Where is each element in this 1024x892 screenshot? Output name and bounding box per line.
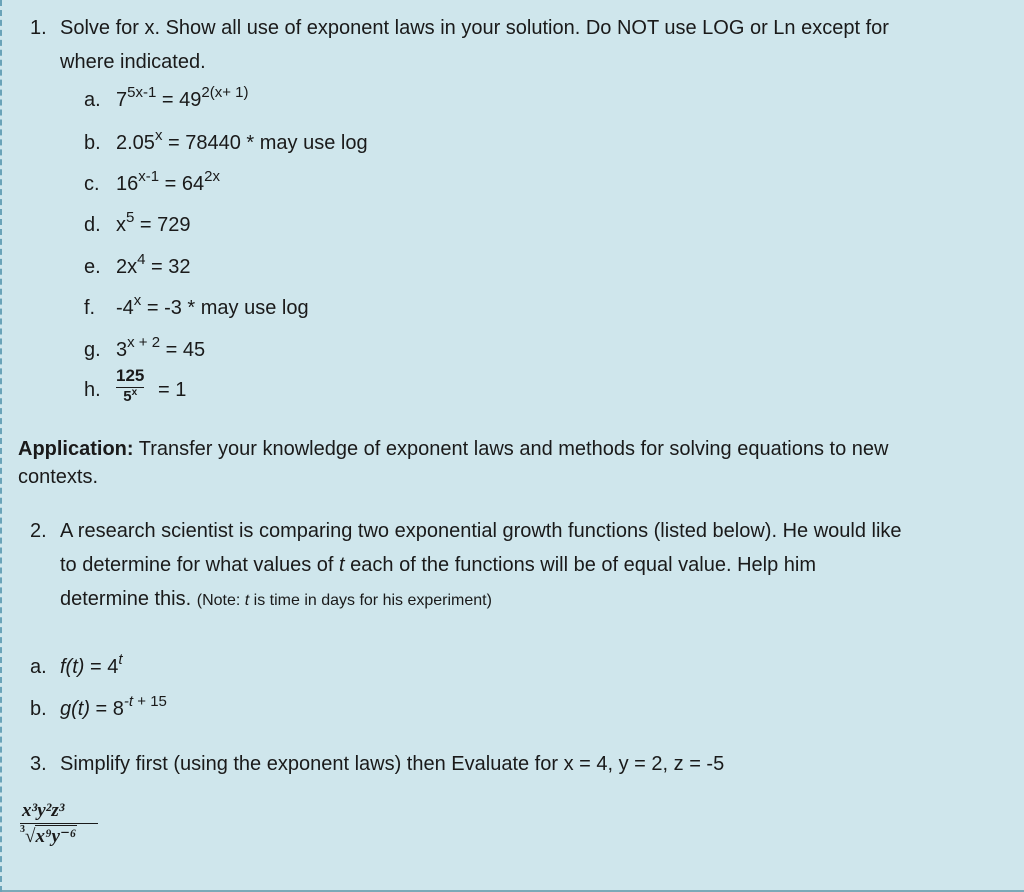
q1-h-rest: = 1 bbox=[158, 379, 187, 401]
q2-item-b: $g(t) = 8^{-t + 15}$ bbox=[60, 693, 167, 720]
q3-denominator bbox=[20, 825, 98, 848]
q2-item-b-label: b. bbox=[30, 698, 47, 720]
q1-item-label: e. bbox=[84, 256, 101, 278]
q2-item-a: $f(t) = 4^t$ bbox=[60, 651, 123, 678]
q1-item-equation: $-4^x = -3$ * may use log bbox=[116, 292, 309, 319]
q1-item-equation: $2.05^x = 78440$ * may use log bbox=[116, 127, 368, 154]
application-heading: Application: bbox=[18, 438, 134, 460]
q1-item-equation: $2x^4 = 32$ bbox=[116, 251, 191, 278]
q1-instruction-line1: Solve for x. Show all use of exponent laws in your solution. Do NOT use LOG or Ln except for bbox=[60, 17, 889, 39]
q1-h-fraction bbox=[116, 366, 144, 404]
fraction-denominator: 5$^x$ bbox=[123, 387, 138, 405]
radicand: x⁹y⁻⁶ bbox=[35, 826, 77, 847]
application-line2: contexts. bbox=[18, 466, 99, 488]
q1-item-label: d. bbox=[84, 214, 101, 236]
application-text: Transfer your knowledge of exponent laws and methods for solving equations to new bbox=[133, 438, 889, 460]
q1-item-label: b. bbox=[84, 132, 101, 154]
q1-number: 1. bbox=[30, 17, 47, 39]
q2-number: 2. bbox=[30, 520, 47, 542]
application-line1 bbox=[18, 437, 888, 461]
q2-line3: determine this. (Note: t is time in days for his experiment) bbox=[60, 588, 492, 610]
q1-item-label: a. bbox=[84, 89, 101, 111]
q1-item-equation: $x^5 = 729$ bbox=[116, 209, 191, 236]
radical-icon: √ bbox=[25, 826, 36, 847]
q1-item-equation: $16^{x-1} = 64^{2x}$ bbox=[116, 168, 220, 195]
q1-instruction-line2: where indicated. bbox=[60, 51, 206, 73]
q3-text: Simplify first (using the exponent laws) then Evaluate for x = 4, y = 2, z = -5 bbox=[60, 753, 725, 775]
fraction-numerator: 125 bbox=[116, 366, 145, 385]
q2-item-a-label: a. bbox=[30, 656, 47, 678]
q2-note: (Note: t is time in days for his experiment) bbox=[196, 592, 492, 609]
q1-item-equation: $3^{x + 2} = 45$ bbox=[116, 334, 206, 361]
q3-numerator: x³y²z³ bbox=[22, 800, 65, 821]
q1-item-label: c. bbox=[84, 173, 100, 195]
q2-line2: to determine for what values of t each of the functions will be of equal value. Help him bbox=[60, 554, 816, 576]
root-index: 3 bbox=[20, 824, 25, 835]
q3-expression bbox=[20, 800, 98, 848]
q1-item-label: f. bbox=[84, 297, 96, 319]
fraction-bar bbox=[20, 823, 98, 824]
q1-item-label: g. bbox=[84, 339, 101, 361]
q2-line1: A research scientist is comparing two exponential growth functions (listed below). He would like bbox=[60, 520, 902, 542]
q3-number: 3. bbox=[30, 753, 47, 775]
q1-item-label: h. bbox=[84, 379, 101, 401]
q1-item-equation: $7^{5x-1} = 49^{2(x+ 1)}$ bbox=[116, 84, 249, 111]
